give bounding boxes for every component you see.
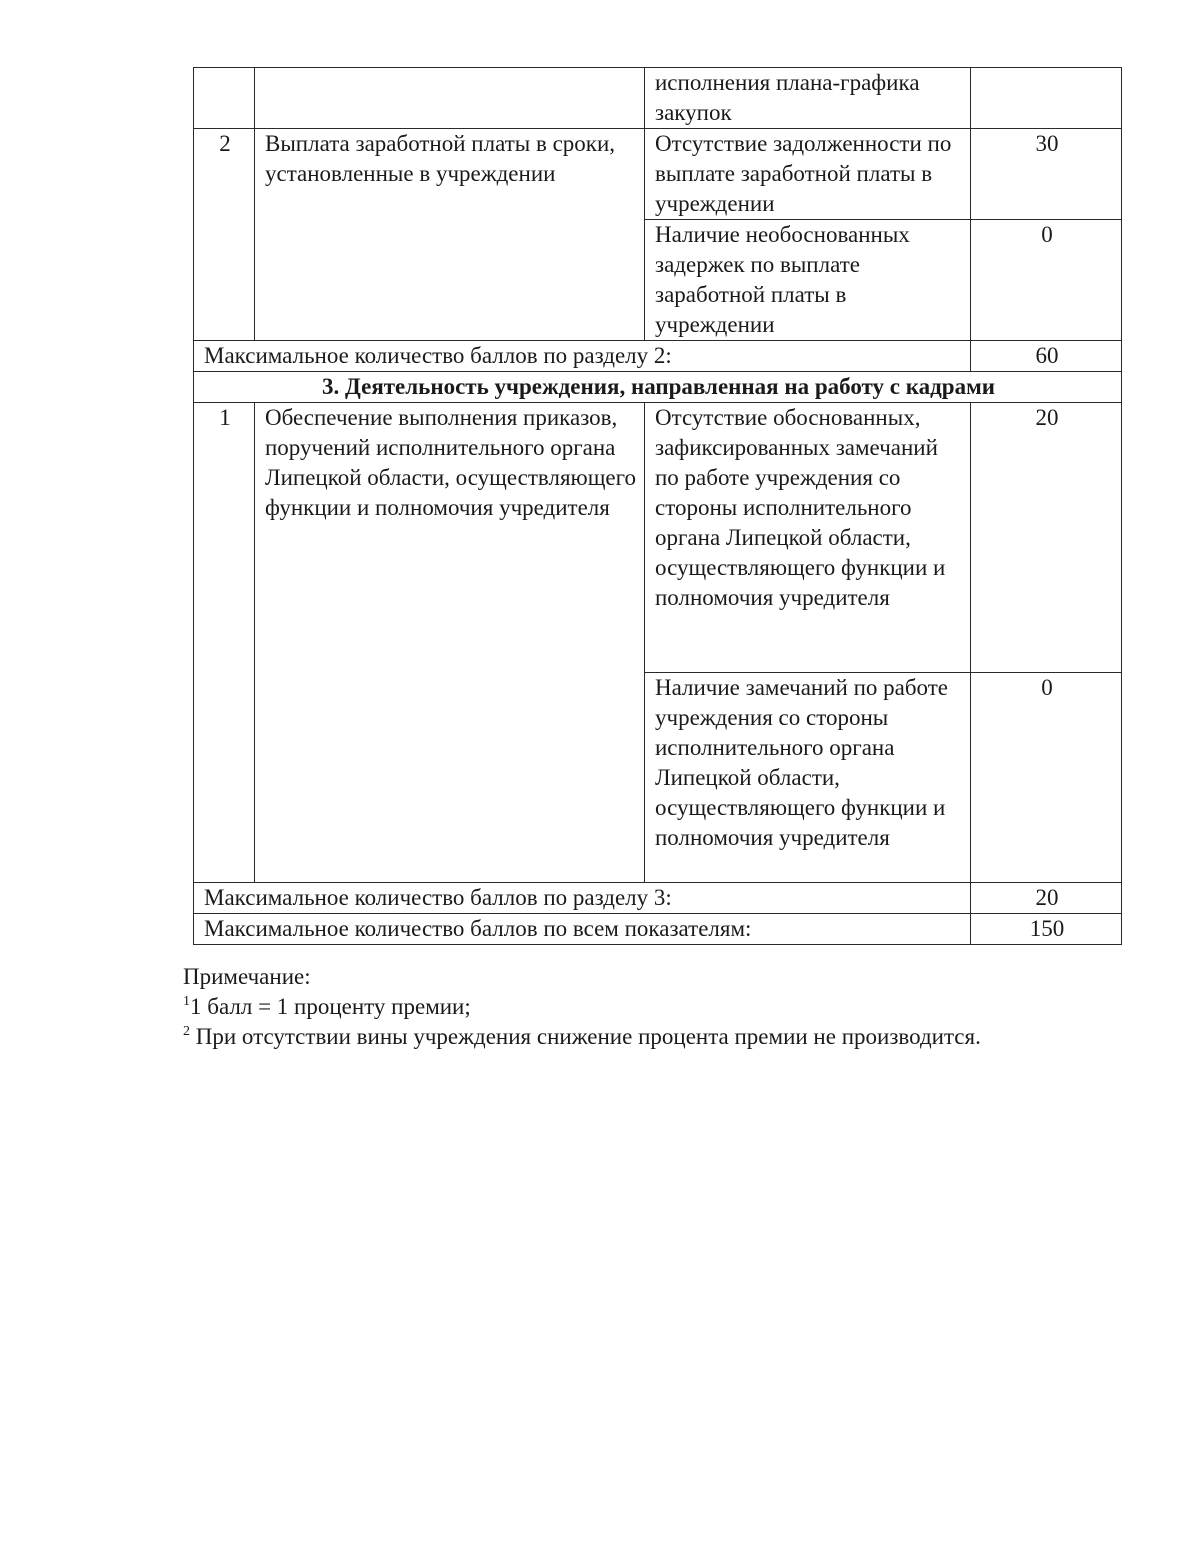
section-3-total-label: Максимальное количество баллов по разделу 3: <box>194 883 971 914</box>
section-3-title: 3. Деятельность учреждения, направленная на работу с кадрами <box>194 372 1122 403</box>
row-number: 1 <box>194 403 255 883</box>
criterion-cell: Отсутствие обоснованных, зафиксированных замечаний по работе учреждения со стороны исполнительного органа Липецкой области, осуществляющего функции и полномочия учредителя <box>645 403 971 673</box>
table-row-item-2 <box>194 129 1122 220</box>
footnote-1 <box>183 992 981 1022</box>
section-3-title-row <box>194 372 1122 403</box>
row-number <box>194 68 255 129</box>
footnote-2-text: При отсутствии вины учреждения снижение процента премии не производится. <box>190 1024 981 1049</box>
indicator-cell <box>255 68 645 129</box>
row-number: 2 <box>194 129 255 341</box>
footnote-2 <box>183 1022 981 1052</box>
criterion-cell: исполнения плана-графика закупок <box>645 68 971 129</box>
section-2-total-row <box>194 341 1122 372</box>
table-row-item-3-1 <box>194 403 1122 673</box>
table-row-continuation <box>194 68 1122 129</box>
section-2-total-label: Максимальное количество баллов по разделу 2: <box>194 341 971 372</box>
score-cell <box>971 68 1122 129</box>
criterion-cell: Наличие замечаний по работе учреждения со стороны исполнительного органа Липецкой области, осуществляющего функции и полномочия учредителя <box>645 673 971 883</box>
score-cell: 30 <box>971 129 1122 220</box>
score-cell: 0 <box>971 673 1122 883</box>
grand-total-score: 150 <box>971 914 1122 945</box>
section-2-total-score: 60 <box>971 341 1122 372</box>
indicator-cell: Выплата заработной платы в сроки, установленные в учреждении <box>255 129 645 341</box>
criterion-cell: Наличие необоснованных задержек по выплате заработной платы в учреждении <box>645 220 971 341</box>
score-cell: 0 <box>971 220 1122 341</box>
footnote-1-mark: 1 <box>183 994 190 1009</box>
footnote-1-text: 1 балл = 1 проценту премии; <box>190 994 471 1019</box>
criteria-table <box>193 67 1122 945</box>
notes-heading: Примечание: <box>183 964 311 989</box>
section-3-total-score: 20 <box>971 883 1122 914</box>
footnotes <box>183 962 981 1052</box>
grand-total-label: Максимальное количество баллов по всем показателям: <box>194 914 971 945</box>
footnote-2-mark: 2 <box>183 1024 190 1039</box>
indicator-cell: Обеспечение выполнения приказов, поручений исполнительного органа Липецкой области, осуществляющего функции и полномочия учредителя <box>255 403 645 883</box>
section-3-total-row <box>194 883 1122 914</box>
criterion-cell: Отсутствие задолженности по выплате заработной платы в учреждении <box>645 129 971 220</box>
grand-total-row <box>194 914 1122 945</box>
score-cell: 20 <box>971 403 1122 673</box>
